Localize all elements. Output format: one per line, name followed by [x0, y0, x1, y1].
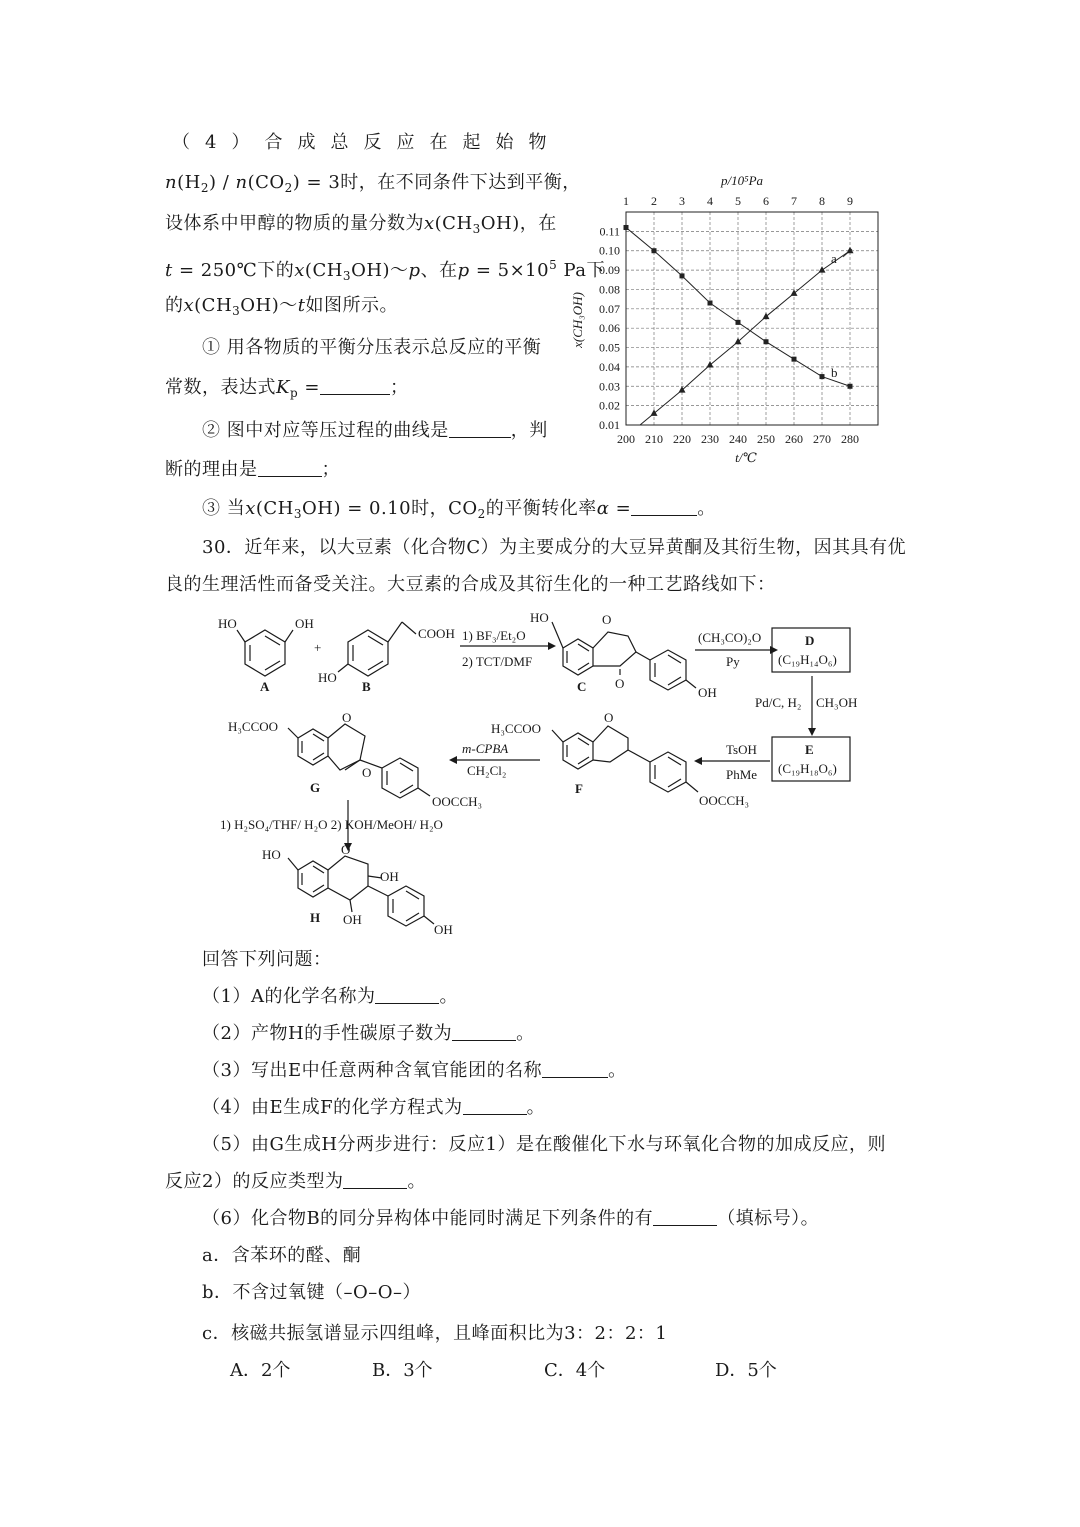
series-a-point	[819, 266, 826, 273]
compound-h-label: H	[310, 910, 321, 925]
y-tick-label: 0.09	[599, 263, 620, 278]
y-tick-label: 0.06	[599, 321, 620, 336]
q4-sub1-line2: 常数，表达式$K_p$ = ；	[165, 377, 409, 400]
y-tick-label: 0.05	[599, 340, 620, 355]
x-tick-label: 260	[785, 432, 803, 446]
plus-sign: +	[314, 640, 322, 655]
plot-frame	[626, 212, 878, 425]
condition: Pd/C, H₂	[755, 695, 802, 710]
condition: (CH₃CO)₂O	[698, 630, 762, 645]
top-axis-label: p/10⁵Pa	[720, 173, 764, 188]
compound-a-label: A	[260, 679, 270, 694]
formula-e: (C₁₉H₁₈O₆)	[778, 761, 837, 776]
x-tick-label: 210	[645, 432, 663, 446]
top-tick-label: 3	[679, 194, 685, 208]
answer-blank[interactable]	[653, 1207, 717, 1226]
compound-e-label: E	[805, 742, 814, 757]
x-tick-label: 230	[701, 432, 719, 446]
q4-line2: $n(H_2) / n(CO_2) = 3$时，在不同条件下达到平衡，	[165, 172, 581, 195]
series-b-point	[848, 384, 853, 389]
label-o: O	[362, 765, 372, 780]
label-o: O	[602, 612, 612, 627]
y-axis-label: x(CH₃OH)	[570, 292, 585, 348]
top-tick-label: 7	[791, 194, 797, 208]
arrow-head	[808, 728, 816, 736]
x-tick-label: 270	[813, 432, 831, 446]
answer-blank[interactable]	[343, 1170, 407, 1189]
arrow-head	[548, 642, 556, 650]
series-b-point	[736, 320, 741, 325]
compound-d-label: D	[805, 633, 815, 648]
top-tick-label: 2	[651, 194, 657, 208]
label-cooh: COOH	[418, 626, 455, 641]
option-b[interactable]: B．3个	[372, 1360, 433, 1381]
y-tick-label: 0.04	[599, 359, 620, 374]
compound-b-label: B	[362, 679, 371, 694]
label-ho: HO	[262, 847, 281, 862]
condition: 1) BF₃/Et₂O	[462, 628, 526, 643]
condition: CH₂Cl₂	[467, 763, 507, 778]
q30-intro-line2: 良的生理活性而备受关注。大豆素的合成及其衍生化的一种工艺路线如下：	[165, 574, 776, 595]
label-oh: OH	[380, 869, 399, 884]
y-tick-labels	[599, 224, 620, 432]
answer-blank[interactable]	[463, 1096, 527, 1115]
y-tick-label: 0.11	[599, 224, 620, 239]
label-oh: OH	[295, 616, 314, 631]
condition-a: a．含苯环的醛、酮	[202, 1245, 362, 1266]
x-tick-label: 200	[617, 432, 635, 446]
answer-blank[interactable]	[449, 419, 511, 438]
condition-c: c．核磁共振氢谱显示四组峰，且峰面积比为3：2：2：1	[202, 1323, 668, 1344]
series-b-point	[708, 301, 713, 306]
series-b-point	[792, 357, 797, 362]
q4-sub2-line2: 断的理由是 ；	[165, 459, 340, 480]
compound-f-label: F	[575, 781, 583, 796]
arrow-head	[694, 757, 702, 765]
y-tick-label: 0.01	[599, 418, 620, 432]
question-6: （6）化合物B的同分异构体中能同时满足下列条件的有 （填标号）。	[202, 1208, 820, 1229]
series-a-point	[791, 289, 798, 296]
answer-blank[interactable]	[631, 497, 697, 516]
condition: m-CPBA	[462, 741, 509, 756]
label-acetate: OOCCH₃	[432, 794, 483, 809]
label-acetate: OOCCH₃	[699, 793, 750, 808]
x-tick-label: 220	[673, 432, 691, 446]
series-a-line	[640, 251, 850, 425]
top-tick-label: 6	[763, 194, 769, 208]
q4-sub1-line1: ① 用各物质的平衡分压表示总反应的平衡	[202, 337, 542, 358]
condition-b: b．不含过氧键（–O–O–）	[202, 1282, 422, 1303]
y-tick-label: 0.03	[599, 379, 620, 394]
q4-line4: t = 250℃下的$x(CH_3OH)\sim p$、在$p = 5\times 10^5$ Pa下	[165, 258, 605, 283]
label-o: O	[342, 710, 352, 725]
label-oh: OH	[698, 685, 717, 700]
series-a-label: a	[831, 251, 837, 266]
y-tick-label: 0.02	[599, 398, 620, 413]
series-b-point	[624, 225, 629, 230]
series-b-point	[820, 374, 825, 379]
q4-sub2-line1: ② 图中对应等压过程的曲线是 ，判	[202, 420, 548, 441]
series-a-point	[735, 338, 742, 345]
label-o: O	[615, 676, 625, 691]
label-acetate: H₃CCOO	[228, 719, 279, 734]
label-o: O	[341, 842, 351, 857]
y-tick-label: 0.10	[599, 243, 620, 258]
chart-series	[624, 225, 854, 425]
top-tick-label: 4	[707, 194, 713, 208]
answer-blank[interactable]	[258, 458, 322, 477]
series-a-point	[651, 409, 658, 416]
arrow-head	[770, 646, 778, 654]
answer-blank[interactable]	[452, 1022, 516, 1041]
x-axis-label: t/℃	[735, 450, 757, 465]
option-a[interactable]: A．2个	[230, 1360, 291, 1381]
question-5-line1: （5）由G生成H分两步进行：反应1）是在酸催化下水与环氧化合物的加成反应，则	[202, 1134, 886, 1155]
top-tick-labels	[623, 194, 853, 208]
condition: CH₃OH	[816, 695, 858, 710]
question-5-line2: 反应2）的反应类型为 。	[165, 1171, 426, 1192]
formula-d: (C₁₉H₁₄O₆)	[778, 652, 837, 667]
y-tick-label: 0.07	[599, 301, 620, 316]
q4-line1	[172, 131, 561, 155]
compound-c-label: C	[577, 679, 587, 694]
condition: 1) H₂SO₄/THF/ H₂O 2) KOH/MeOH/ H₂O	[220, 817, 443, 832]
answer-blank[interactable]	[320, 376, 390, 395]
compound-g-label: G	[310, 780, 321, 795]
label-ho: HO	[530, 610, 549, 625]
x-tick-label: 240	[729, 432, 747, 446]
condition: PhMe	[726, 767, 758, 782]
condition: 2) TCT/DMF	[462, 654, 533, 669]
series-b-point	[652, 248, 657, 253]
series-a-point	[707, 361, 714, 368]
q30-intro-line1: 30．近年来，以大豆素（化合物C）为主要成分的大豆异黄酮及其衍生物，因其具有优	[202, 537, 907, 558]
label-oh: OH	[434, 922, 453, 937]
question-1: （1）A的化学名称为 。	[202, 986, 458, 1007]
q4-line3: 设体系中甲醇的物质的量分数为$x(CH_3OH)$，在	[165, 213, 557, 236]
q4-number: （4）	[172, 132, 265, 153]
answer-blank[interactable]	[375, 985, 439, 1004]
label-acetate: H₃CCOO	[491, 721, 542, 736]
chart-grid	[626, 212, 878, 425]
top-tick-label: 1	[623, 194, 629, 208]
option-c[interactable]: C．4个	[544, 1360, 606, 1381]
x-tick-label: 250	[757, 432, 775, 446]
series-a-point	[679, 386, 686, 393]
x-tick-labels	[617, 432, 859, 446]
series-b-label: b	[831, 365, 838, 380]
series-b-point	[764, 339, 769, 344]
q4-line1-text: 合成总反应在起始物	[264, 132, 562, 153]
option-d[interactable]: D．5个	[715, 1360, 777, 1381]
series-a-point	[847, 247, 854, 254]
questions-intro: 回答下列问题：	[202, 949, 332, 970]
top-tick-label: 8	[819, 194, 825, 208]
equilibrium-chart	[560, 165, 900, 470]
question-2: （2）产物H的手性碳原子数为 。	[202, 1023, 535, 1044]
top-tick-label: 5	[735, 194, 741, 208]
reaction-scheme	[0, 600, 1080, 945]
arrow-head	[449, 756, 457, 764]
label-o: O	[604, 710, 614, 725]
label-oh: OH	[343, 912, 362, 927]
condition: Py	[726, 654, 740, 669]
ring-a	[245, 630, 285, 676]
label-ho: HO	[218, 616, 237, 631]
answer-blank[interactable]	[542, 1059, 608, 1078]
y-tick-label: 0.08	[599, 282, 620, 297]
series-b-point	[680, 273, 685, 278]
top-tick-label: 9	[847, 194, 853, 208]
condition: TsOH	[726, 742, 757, 757]
question-4: （4）由E生成F的化学方程式为 。	[202, 1097, 546, 1118]
q4-sub3: ③ 当$x(CH_3OH) = 0.10$时，$CO_2$的平衡转化率α = 。	[202, 498, 716, 521]
q4-line5: 的$x(CH_3OH)\sim t$如图所示。	[165, 295, 399, 318]
ring-b	[348, 630, 388, 676]
question-3: （3）写出E中任意两种含氧官能团的名称 。	[202, 1060, 627, 1081]
series-a-point	[763, 313, 770, 320]
label-ho: HO	[318, 670, 337, 685]
x-tick-label: 280	[841, 432, 859, 446]
